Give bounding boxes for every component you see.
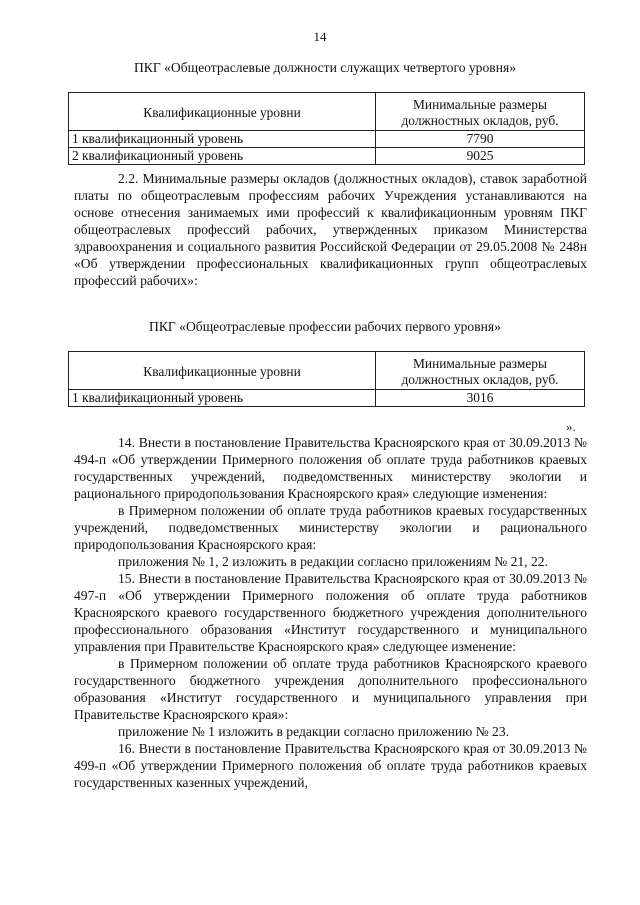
main-text-block: [74, 434, 587, 791]
header-cell-levels: Квалификационные уровни: [69, 352, 376, 390]
table-row: [69, 131, 585, 148]
paragraph-14-instruction: приложения № 1, 2 изложить в редакции согласно приложениям № 21, 22.: [118, 554, 548, 569]
table1-caption: ПКГ «Общеотраслевые должности служащих четвертого уровня»: [133, 60, 517, 75]
paragraph-2-2: [74, 170, 587, 289]
paragraph-16: 16. Внести в постановление Правительства Красноярского края от 30.09.2013 № 499-п «Об утверждении Примерного положения об оплате труда работников краевых государственных казенных учреждений,: [74, 741, 587, 790]
header-cell-salary: Минимальные размеры должностных окладов, руб.: [376, 352, 585, 390]
paragraph-15-subclause: в Примерном положении об оплате труда работников Красноярского краевого государственного бюджетного учреждения дополнительного профессионального образования «Институт государственного и муниципального управления при Правительстве Красноярского края»:: [74, 656, 587, 722]
paragraph-15-instruction: приложение № 1 изложить в редакции согласно приложению № 23.: [118, 724, 510, 739]
table-cell-salary: 3016: [376, 390, 585, 407]
table-header-row: [69, 93, 585, 131]
salary-table-workers: [68, 351, 585, 407]
table-row: [69, 148, 585, 165]
table-cell-salary: 9025: [376, 148, 585, 165]
page-number: 14: [313, 29, 327, 44]
header-cell-levels: Квалификационные уровни: [69, 93, 376, 131]
closing-quote-mark: ».: [566, 419, 576, 434]
paragraph-15: 15. Внести в постановление Правительства Красноярского края от 30.09.2013 № 497-п «Об утверждении Примерного положения об оплате труда работников Красноярского краевого государственного бюджетного учреждения дополнительного профессионального образования «Институт государственного и муниципального управления при Правительстве Красноярского края» следующее изменение:: [74, 571, 587, 654]
salary-table-employees: [68, 92, 585, 165]
header-cell-salary: Минимальные размеры должностных окладов, руб.: [376, 93, 585, 131]
table-cell-level: 2 квалификационный уровень: [69, 148, 376, 165]
table-row: [69, 390, 585, 407]
table-cell-salary: 7790: [376, 131, 585, 148]
paragraph-text: 2.2. Минимальные размеры окладов (должностных окладов), ставок заработной платы по общеотраслевым профессиям рабочих Учреждения устанавливаются на основе отнесения занимаемых ими профессий к квалификационным уровням ПКГ общеотраслевых профессий рабочих, утвержденных приказом Министерства здравоохранения и социального развития Российской Федерации от 29.05.2008 № 248н «Об утверждении профессиональных квалификационных групп общеотраслевых профессий рабочих»:: [74, 171, 587, 288]
paragraph-14-subclause: в Примерном положении об оплате труда работников краевых государственных учреждений, подведомственных министерству экологии и рационального природопользования Красноярского края:: [74, 503, 587, 552]
table-cell-level: 1 квалификационный уровень: [69, 390, 376, 407]
table2-caption: ПКГ «Общеотраслевые профессии рабочих первого уровня»: [149, 319, 501, 334]
table-header-row: [69, 352, 585, 390]
table-cell-level: 1 квалификационный уровень: [69, 131, 376, 148]
paragraph-14: 14. Внести в постановление Правительства Красноярского края от 30.09.2013 № 494-п «Об утверждении Примерного положения об оплате труда работников краевых государственных учреждений, подведомственных министерству экологии и рационального природопользования Красноярского края» следующие изменения:: [74, 435, 587, 501]
